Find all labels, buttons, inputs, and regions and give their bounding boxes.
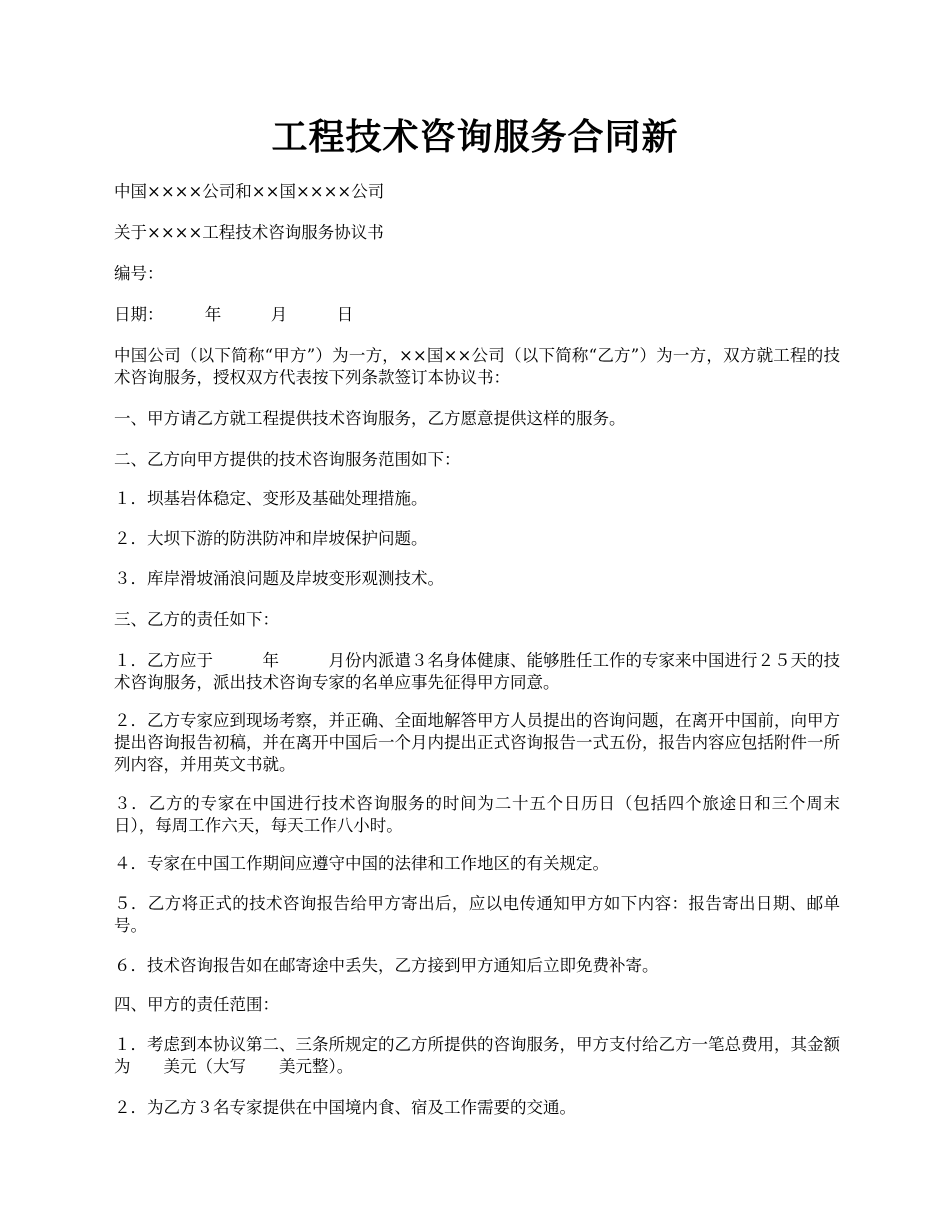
- clause-3-heading: 三、乙方的责任如下：: [114, 610, 279, 629]
- preamble-paragraph: 中国公司（以下简称“甲方”）为一方，××国××公司（以下简称“乙方”）为一方，双方就工程的技术咨询服务，授权双方代表按下列条款签订本协议书：: [114, 346, 840, 387]
- clause-2-heading: 二、乙方向甲方提供的技术咨询服务范围如下：: [114, 450, 461, 469]
- agreement-subtitle: 关于××××工程技术咨询服务协议书: [114, 223, 384, 242]
- clause-4-item-2: ２．为乙方３名专家提供在中国境内食、宿及工作需要的交通。: [114, 1098, 576, 1117]
- clause-1: 一、甲方请乙方就工程提供技术咨询服务，乙方愿意提供这样的服务。: [114, 409, 626, 428]
- clause-4-heading: 四、甲方的责任范围：: [114, 995, 279, 1014]
- clause-3-item-6: ６．技术咨询报告如在邮寄途中丢失，乙方接到甲方通知后立即免费补寄。: [114, 956, 659, 975]
- clause-3-item-5: ５．乙方将正式的技术咨询报告给甲方寄出后，应以电传通知甲方如下内容：报告寄出日期、邮单号。: [114, 894, 840, 935]
- clause-2-item-1: １．坝基岩体稳定、变形及基础处理措施。: [114, 489, 428, 508]
- party-names: 中国××××公司和××国××××公司: [114, 182, 385, 201]
- clause-3-item-2: ２．乙方专家应到现场考察，并正确、全面地解答甲方人员提出的咨询问题，在离开中国前，向甲方提出咨询报告初稿，并在离开中国后一个月内提出正式咨询报告一式五份，报告内容应包括附件一所列内容，并用英文书就。: [114, 711, 840, 774]
- document-date: 日期： 年 月 日: [114, 305, 354, 324]
- clause-2-item-2: ２．大坝下游的防洪防冲和岸坡保护问题。: [114, 529, 428, 548]
- document-number: 编号：: [114, 264, 164, 283]
- clause-3-item-1: １．乙方应于 年 月份内派遣３名身体健康、能够胜任工作的专家来中国进行２５天的技术咨询服务，派出技术咨询专家的名单应事先征得甲方同意。: [114, 651, 840, 692]
- clause-4-item-1: １．考虑到本协议第二、三条所规定的乙方所提供的咨询服务，甲方支付给乙方一笔总费用，其金额为 美元（大写 美元整）。: [114, 1035, 840, 1076]
- document-title: 工程技术咨询服务合同新: [271, 116, 679, 158]
- clause-3-item-3: ３．乙方的专家在中国进行技术咨询服务的时间为二十五个日历日（包括四个旅途日和三个周末日），每周工作六天，每天工作八小时。: [114, 794, 840, 835]
- clause-2-item-3: ３．库岸滑坡涌浪问题及岸坡变形观测技术。: [114, 569, 444, 588]
- clause-3-item-4: ４．专家在中国工作期间应遵守中国的法律和工作地区的有关规定。: [114, 854, 609, 873]
